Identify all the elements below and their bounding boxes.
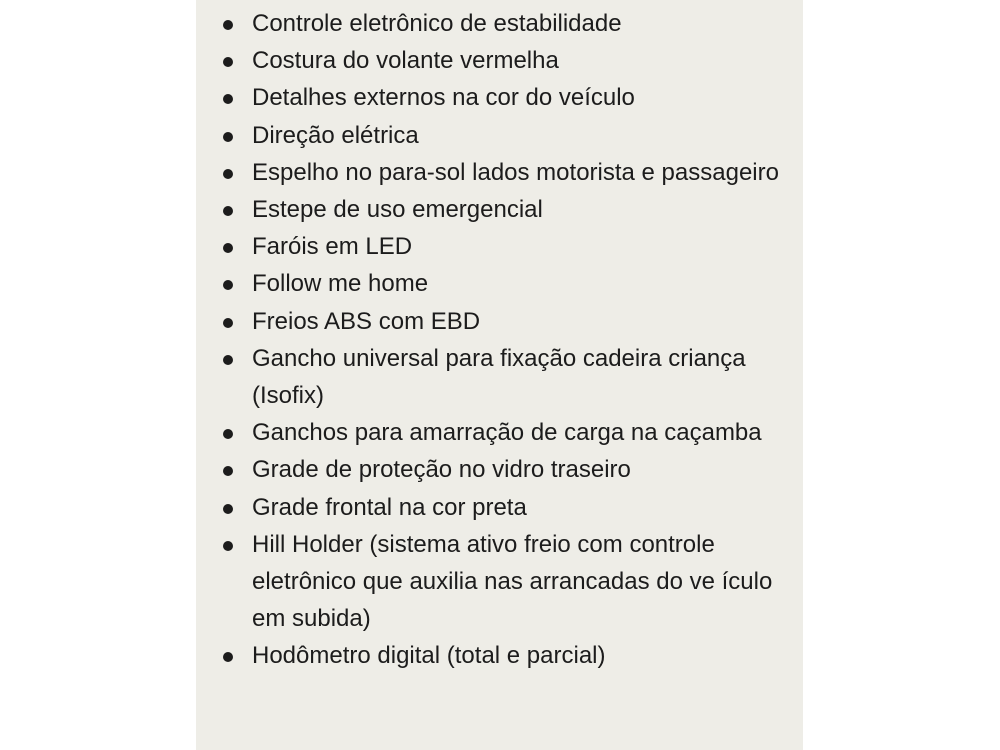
- list-item: [223, 526, 783, 638]
- list-item-text: Costura do volante vermelha: [252, 47, 559, 75]
- bullet-icon: [223, 57, 233, 67]
- bullet-icon: [223, 652, 233, 662]
- bullet-icon: [223, 20, 233, 30]
- list-item-text: Hodômetro digital (total e parcial): [252, 642, 606, 670]
- list-item-text: Direção elétrica: [252, 121, 419, 149]
- list-item: [223, 191, 783, 228]
- list-item: [223, 414, 783, 451]
- bullet-icon: [223, 206, 233, 216]
- list-item: [223, 42, 783, 79]
- bullet-icon: [223, 280, 233, 290]
- bullet-icon: [223, 429, 233, 439]
- list-item-text: Grade frontal na cor preta: [252, 493, 527, 521]
- list-item-text: Faróis em LED: [252, 233, 413, 261]
- list-item-text: Grade de proteção no vidro traseiro: [252, 456, 631, 484]
- list-item-text: Controle eletrônico de estabilidade: [252, 10, 622, 37]
- list-item-text: Hill Holder (sistema ativo freio com controle eletrônico que auxilia nas arrancadas do ve ículo em subida): [252, 530, 773, 633]
- list-item: [223, 79, 783, 116]
- list-item: [223, 303, 783, 340]
- list-item-text: Estepe de uso emergencial: [252, 196, 543, 224]
- bullet-icon: [223, 318, 233, 328]
- bullet-icon: [223, 541, 233, 551]
- bullet-icon: [223, 132, 233, 142]
- bullet-icon: [223, 466, 233, 476]
- list-item: [223, 489, 783, 526]
- list-item: [223, 637, 783, 674]
- features-list: [223, 5, 783, 675]
- content-panel: [196, 0, 803, 750]
- list-item: [223, 5, 783, 42]
- bullet-icon: [223, 169, 233, 179]
- bullet-icon: [223, 243, 233, 253]
- list-item-text: Detalhes externos na cor do veículo: [252, 84, 635, 112]
- list-item-text: Gancho universal para fixação cadeira criança (Isofix): [252, 344, 746, 410]
- list-item: [223, 228, 783, 265]
- bullet-icon: [223, 355, 233, 365]
- list-item: [223, 451, 783, 488]
- bullet-icon: [223, 94, 233, 104]
- list-item-text: Ganchos para amarração de carga na caçamba: [252, 419, 762, 447]
- list-item: [223, 117, 783, 154]
- list-item: [223, 265, 783, 302]
- list-item-text: Espelho no para-sol lados motorista e passageiro: [252, 158, 779, 186]
- bullet-icon: [223, 504, 233, 514]
- list-item: [223, 340, 783, 414]
- list-item-text: Freios ABS com EBD: [252, 307, 481, 335]
- list-item: [223, 154, 783, 191]
- list-item-text: Follow me home: [252, 270, 429, 298]
